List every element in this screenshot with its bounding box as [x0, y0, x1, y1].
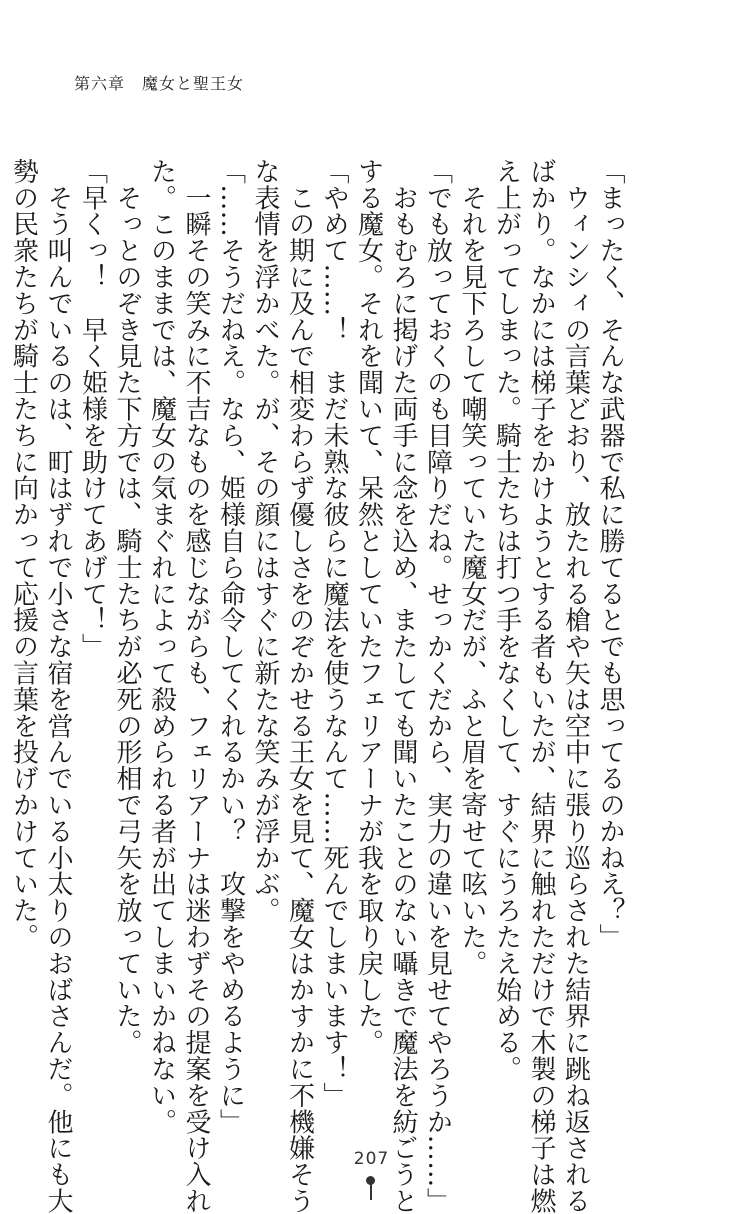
- text-line: ウィンシィの言葉どおり、放たれる槍や矢は空中に張り巡らされた結界に跳ね返される: [560, 158, 591, 1214]
- text-line: そう叫んでいるのは、町はずれで小さな宿を営んでいる小太りのおばさんだ。他にも大: [43, 158, 73, 1214]
- text-line: おもむろに掲げた両手に念を込め、またしても聞いたことのない囁きで魔法を紡ごうと: [388, 158, 418, 1214]
- text-line: ばかり。なかには梯子をかけようとする者もいたが、結界に触れただけで木製の梯子は燃: [526, 158, 556, 1214]
- text-line: 「でも放っておくのも目障りだね。せっかくだから、実力の違いを見せてやろうか……」: [422, 158, 453, 1214]
- text-line: な表情を浮かべた。が、その顔にはすぐに新たな笑みが浮かぶ。: [250, 158, 280, 924]
- text-line: 「やめて……！ まだ未熟な彼らに魔法を使うなんて……死んでしまいます！」: [319, 158, 349, 1109]
- running-head: 第六章 魔女と聖王女: [74, 74, 245, 93]
- text-line: この期に及んで相変わらず優しさをのぞかせる王女を見て、魔女はかすかに不機嫌そう: [284, 158, 315, 1214]
- page-number: 207: [353, 1149, 390, 1169]
- text-line: そっとのぞき見た下方では、騎士たちが必死の形相で弓矢を放っていた。: [112, 158, 142, 1056]
- text-line: 「……そうだねえ。なら、姫様自ら命令してくれるかい？ 攻撃をやめるように」: [215, 158, 246, 1135]
- text-line: 一瞬その笑みに不吉なものを感じながらも、フェリアーナは迷わずその提案を受け入れ: [181, 158, 211, 1214]
- text-line: 勢の民衆たちが騎士たちに向かって応援の言葉を投げかけていた。: [8, 158, 39, 950]
- page-marker-rule: [370, 1184, 372, 1200]
- text-line: 「まったく、そんな武器で私に勝てるとでも思ってるのかねえ？」: [595, 158, 625, 950]
- text-line: 「早くっ！ 早く姫様を助けてあげて！」: [77, 158, 108, 660]
- text-line: それを見下ろして嘲笑っていた魔女だが、ふと眉を寄せて呟いた。: [457, 158, 487, 977]
- text-line: え上がってしまった。騎士たちは打つ手をなくして、すぐにうろたえ始める。: [491, 158, 522, 1082]
- text-line: する魔女。それを聞いて、呆然としていたフェリアーナが我を取り戻した。: [353, 158, 384, 1056]
- text-line: た。このままでは、魔女の気まぐれによって殺められる者が出てしまいかねない。: [146, 158, 177, 1135]
